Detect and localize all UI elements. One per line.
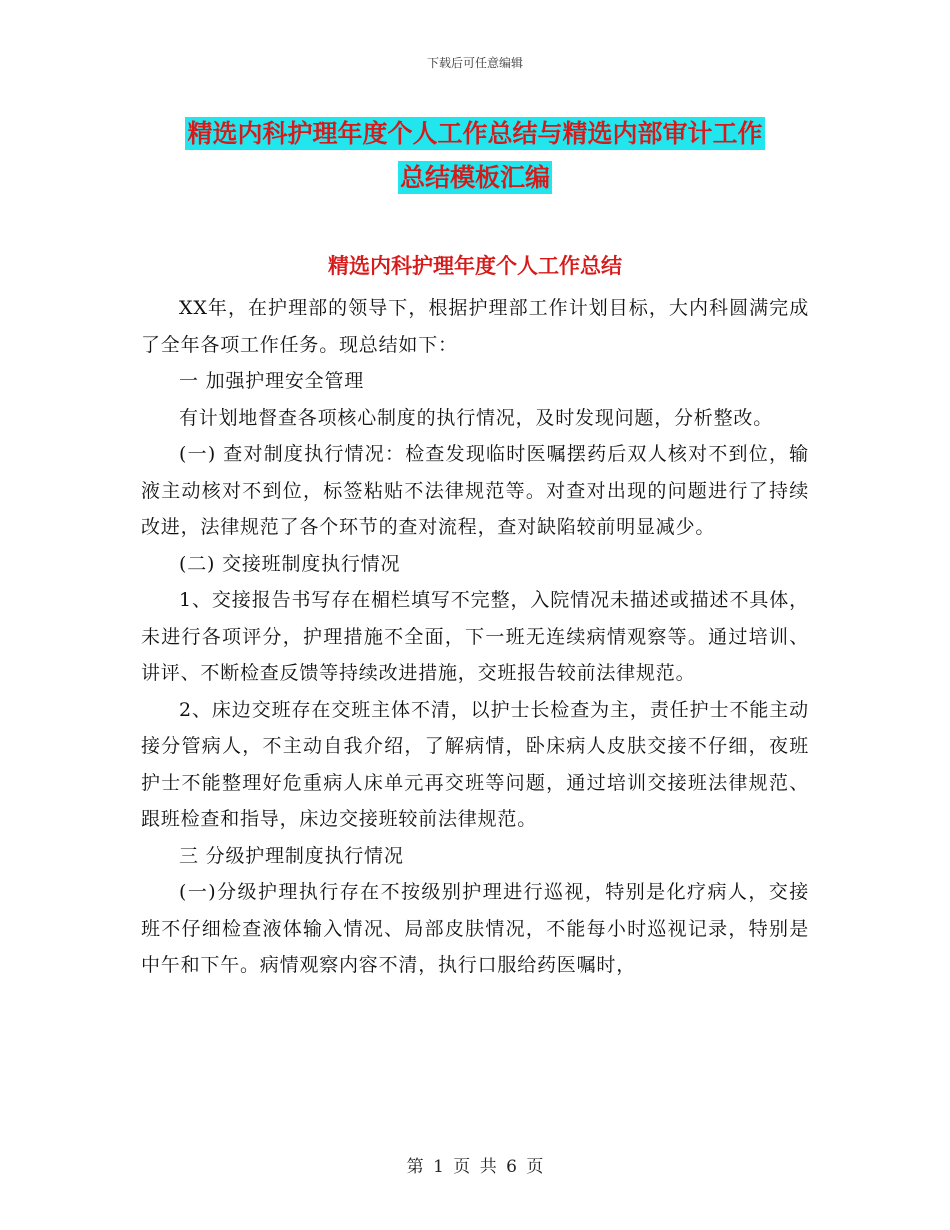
- paragraph: XX年，在护理部的领导下，根据护理部工作计划目标，大内科圆满完成了全年各项工作任务。现总结如下：: [141, 297, 809, 356]
- page-footer: 第 1 页 共 6 页: [406, 1157, 544, 1177]
- paragraph: (一) 查对制度执行情况：检查发现临时医嘱摆药后双人核对不到位，输液主动核对不到位，标签粘贴不法律规范等。对查对出现的问题进行了持续改进，法律规范了各个环节的查对流程，查对缺陷较前明显减少。: [141, 443, 809, 538]
- paragraph: 1、交接报告书写存在楣栏填写不完整，入院情况未描述或描述不具体，未进行各项评分，护理措施不全面，下一班无连续病情观察等。通过培训、讲评、不断检查反馈等持续改进措施，交班报告较前法律规范。: [141, 589, 809, 684]
- paragraph: 2、床边交班存在交班主体不清，以护士长检查为主，责任护士不能主动接分管病人，不主动自我介绍，了解病情，卧床病人皮肤交接不仔细，夜班护士不能整理好危重病人床单元再交班等问题，通过培训交接班法律规范、跟班检查和指导，床边交接班较前法律规范。: [141, 698, 809, 830]
- document-title-line-1: [0, 114, 950, 150]
- title-highlight-1: 精选内科护理年度个人工作总结与精选内部审计工作: [187, 119, 763, 148]
- paragraph-heading: 三 分级护理制度执行情况: [179, 844, 404, 867]
- paragraph: 有计划地督查各项核心制度的执行情况，及时发现问题，分析整改。: [179, 406, 774, 429]
- section-title: 精选内科护理年度个人工作总结: [328, 254, 622, 278]
- paragraph: (一)分级护理执行存在不按级别护理进行巡视，特别是化疗病人，交接班不仔细检查液体输入情况、局部皮肤情况，不能每小时巡视记录，特别是中午和下午。病情观察内容不清，执行口服给药医嘱时，: [141, 881, 809, 976]
- paragraph-heading: 一 加强护理安全管理: [179, 370, 365, 392]
- header-note: 下载后可任意编辑: [426, 56, 523, 70]
- title-highlight-2: 总结模板汇编: [399, 163, 550, 192]
- document-title-line-2: [0, 158, 950, 194]
- paragraph-heading: (二) 交接班制度执行情况: [179, 552, 401, 575]
- document-body: [141, 290, 809, 984]
